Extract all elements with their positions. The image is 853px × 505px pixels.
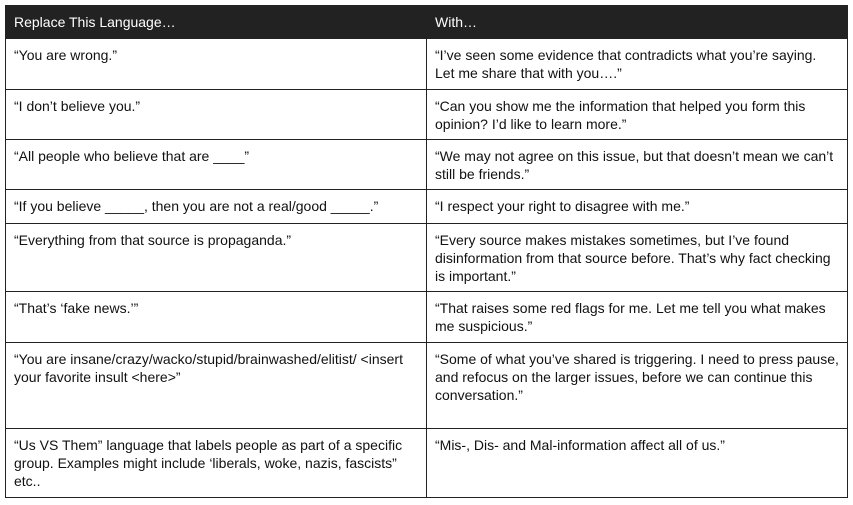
- with-cell: “Mis-, Dis- and Mal-information affect all of us.”: [427, 429, 848, 498]
- with-cell: “Can you show me the information that helped you form this opinion? I’d like to learn more.”: [427, 90, 848, 140]
- with-cell: “I respect your right to disagree with me.”: [427, 190, 848, 224]
- with-cell: “Every source makes mistakes sometimes, but I’ve found disinformation from that source before. That’s why fact checking is important.”: [427, 224, 848, 292]
- table-row: [6, 343, 848, 429]
- language-table-container: [5, 5, 847, 498]
- table-row: [6, 90, 848, 140]
- table-row: [6, 292, 848, 343]
- replace-cell: “If you believe _____, then you are not a real/good _____.”: [6, 190, 427, 224]
- table-row: [6, 429, 848, 498]
- table-row: [6, 39, 848, 90]
- with-cell: “Some of what you’ve shared is triggering. I need to press pause, and refocus on the larger issues, before we can continue this conversation.”: [427, 343, 848, 429]
- replace-cell: “You are wrong.”: [6, 39, 427, 90]
- replace-cell: “You are insane/crazy/wacko/stupid/brainwashed/elitist/ <insert your favorite insult <here>”: [6, 343, 427, 429]
- table-row: [6, 190, 848, 224]
- replace-cell: “Us VS Them” language that labels people as part of a specific group. Examples might include ‘liberals, woke, nazis, fascists” etc..: [6, 429, 427, 498]
- header-replace: Replace This Language…: [6, 6, 427, 39]
- with-cell: “I’ve seen some evidence that contradicts what you’re saying. Let me share that with you….”: [427, 39, 848, 90]
- replace-cell: “That’s ‘fake news.’”: [6, 292, 427, 343]
- header-with: With…: [427, 6, 848, 39]
- language-replacement-table: [5, 5, 848, 498]
- replace-cell: “I don’t believe you.”: [6, 90, 427, 140]
- table-row: [6, 224, 848, 292]
- with-cell: “We may not agree on this issue, but that doesn’t mean we can’t still be friends.”: [427, 140, 848, 190]
- replace-cell: “Everything from that source is propaganda.”: [6, 224, 427, 292]
- table-header-row: [6, 6, 848, 39]
- table-row: [6, 140, 848, 190]
- replace-cell: “All people who believe that are ____”: [6, 140, 427, 190]
- with-cell: “That raises some red flags for me. Let me tell you what makes me suspicious.”: [427, 292, 848, 343]
